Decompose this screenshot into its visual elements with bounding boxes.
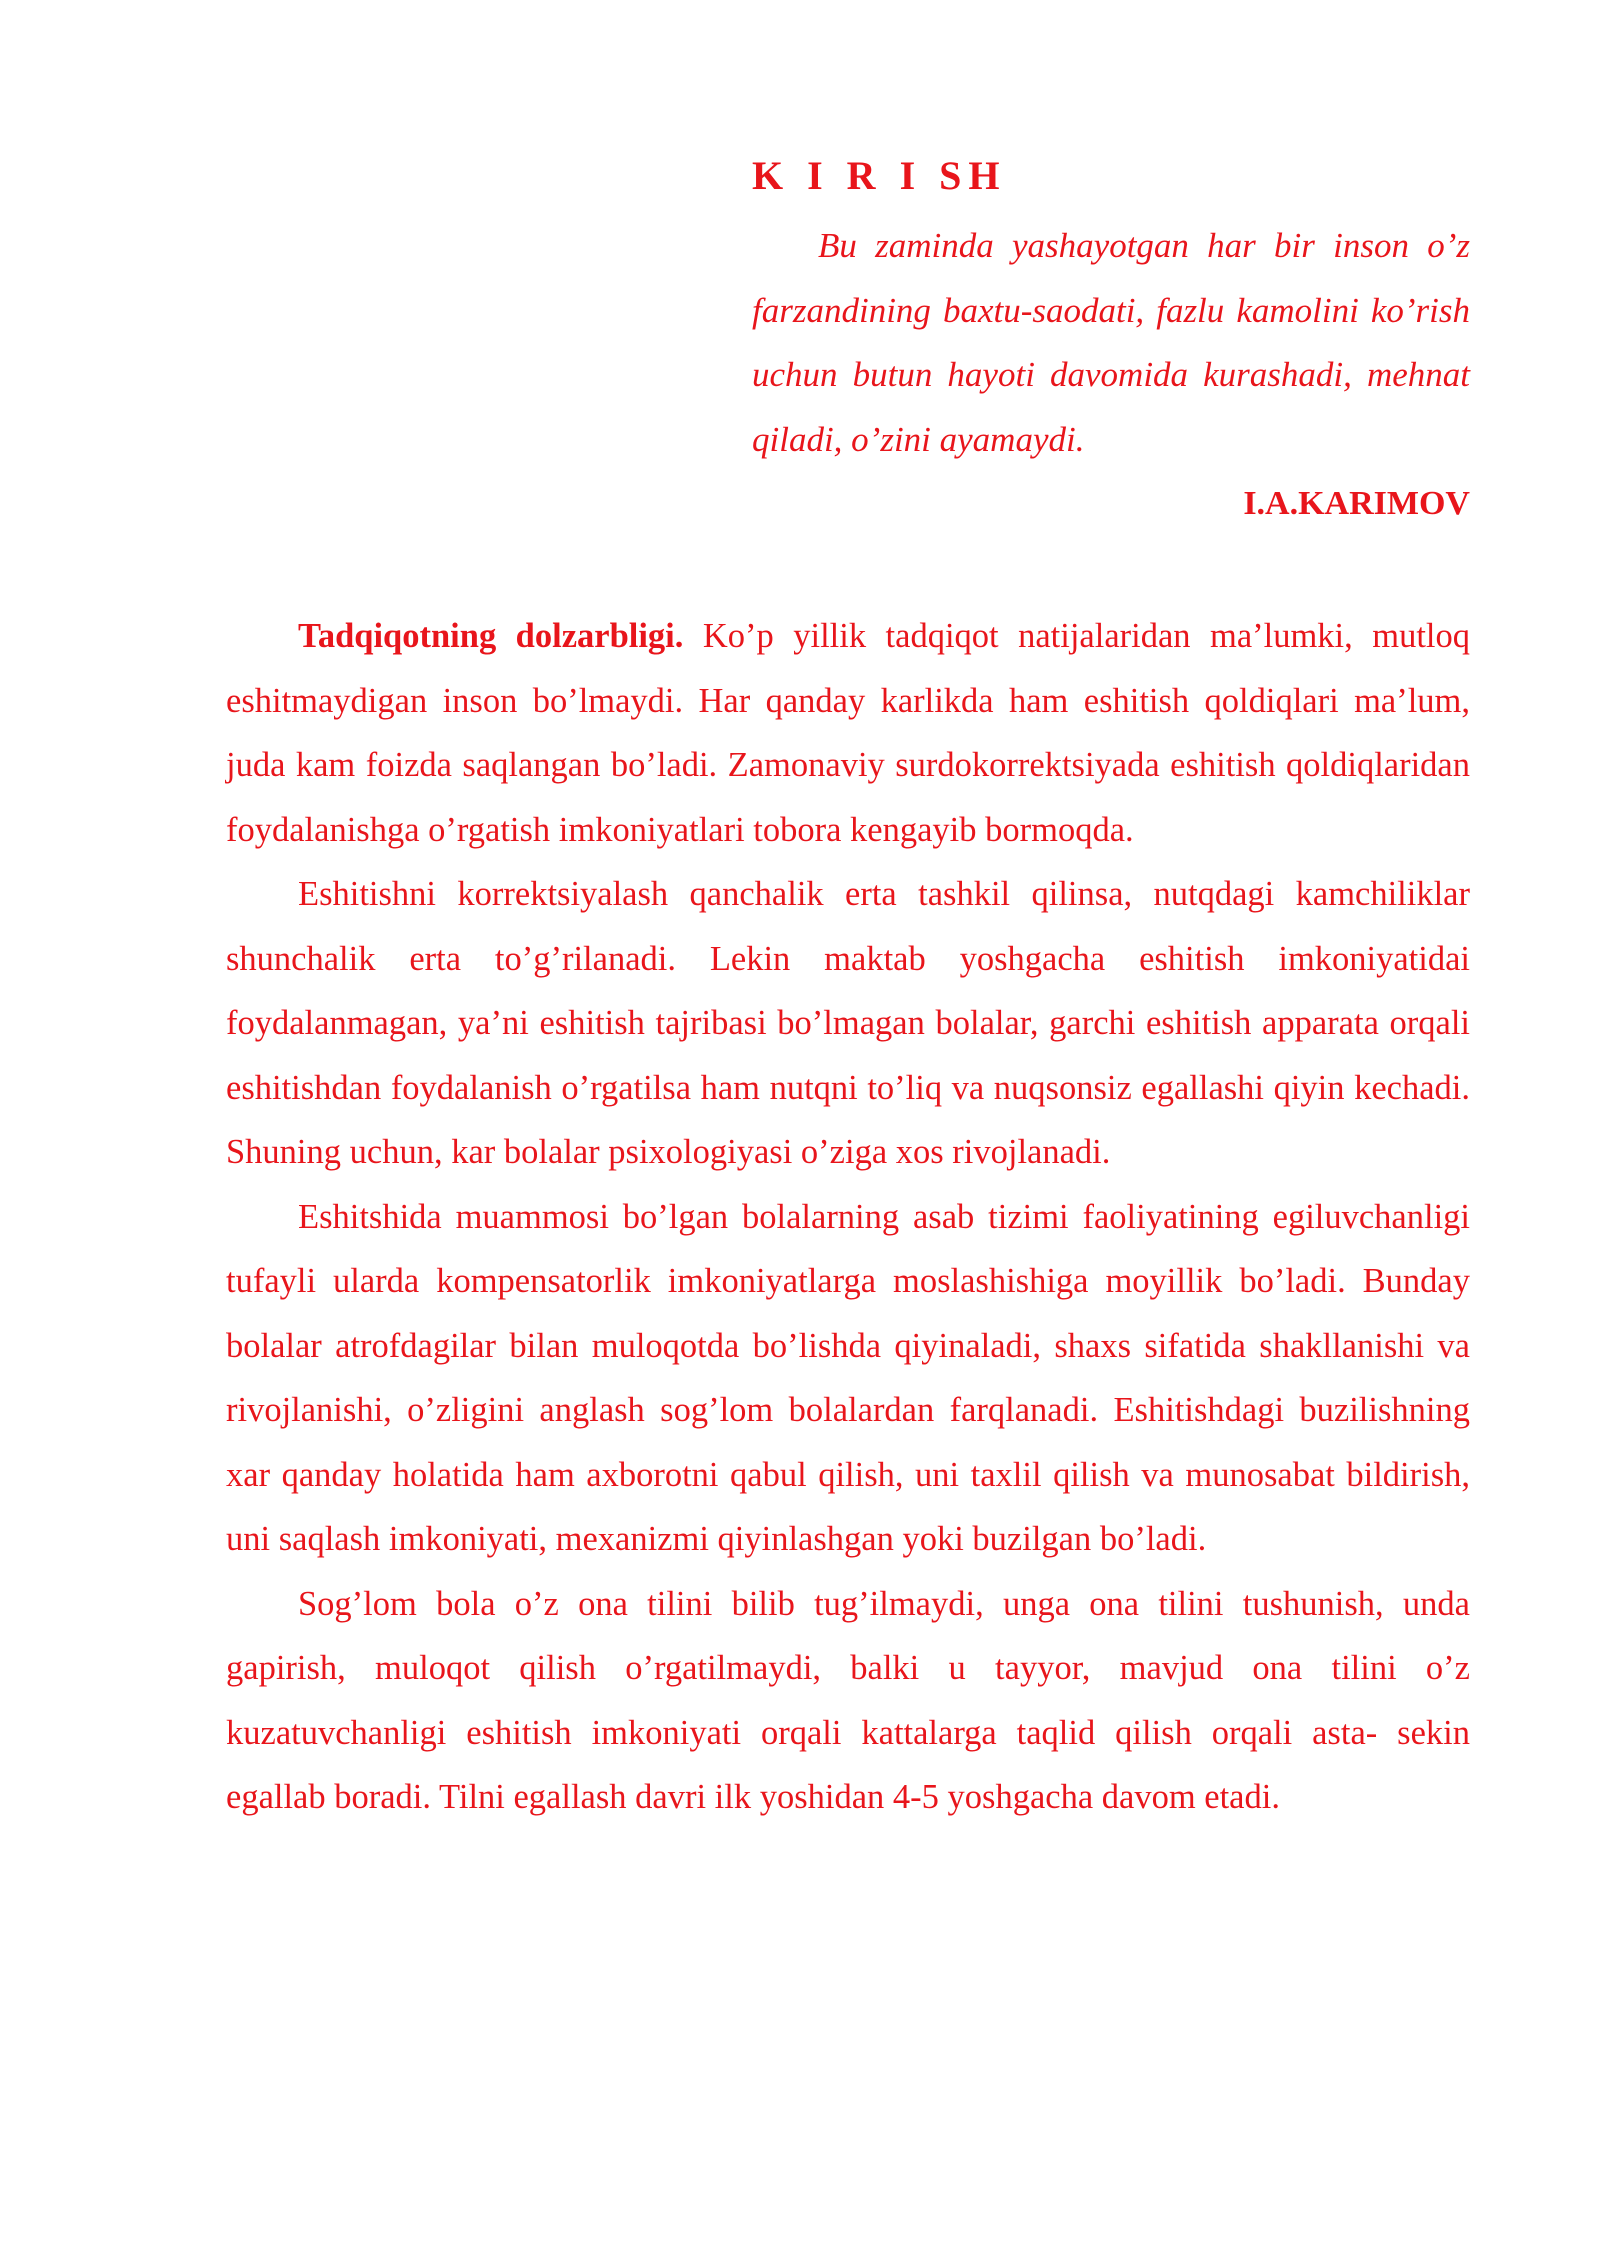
paragraph-2: Eshitishni korrektsiyalash qanchalik erta tashkil qilinsa, nutqdagi kamchiliklar shunchalik erta to’g’rilanadi. Lekin maktab yoshgacha eshitish imkoniyatidai foydalanmagan, ya’ni eshitish tajribasi bo’lmagan bolalar, garchi eshitish apparata orqali eshitishdan foydalanish o’rgatilsa ham nutqni to’liq va nuqsonsiz egallashi qiyin kechadi. Shuning uchun, kar bolalar psixologiyasi o’ziga xos rivojlanadi.	[226, 875, 1470, 1171]
paragraph-1-text: Ko’p yillik tadqiqot natijalaridan ma’lumki, mutloq eshitmaydigan inson bo’lmaydi. Har qanday karlikda ham eshitish qoldiqlari ma’lum, juda kam foizda saqlangan bo’ladi. Zamonaviy surdokorrektsiyada eshitish qoldiqlaridan foydalanishga o’rgatish imkoniyatlari tobora kengayib bormoqda.	[226, 617, 1470, 849]
epigraph-quote: Bu zaminda yashayotgan har bir inson o’z farzandining baxtu-saodati, fazlu kamolini ko’rish uchun butun hayoti davomida kurashadi, mehnat qiladi, o’zini ayamaydi.	[752, 226, 1470, 459]
paragraph-3: Eshitshida muammosi bo’lgan bolalarning asab tizimi faoliyatining egiluvchanligi tufayli ularda kompensatorlik imkoniyatlarga moslashishiga moyillik bo’ladi. Bunday bolalar atrofdagilar bilan muloqotda bo’lishda qiyinaladi, shaxs sifatida shakllanishi va rivojlanishi, o’zligini anglash sog’lom bolalardan farqlanadi. Eshitishdagi buzilishning xar qanday holatida ham axborotni qabul qilish, uni taxlil qilish va munosabat bildirish, uni saqlash imkoniyati, mexanizmi qiyinlashgan yoki buzilgan bo’ladi.	[226, 1197, 1470, 1558]
epigraph-author: I.A.KARIMOV	[1243, 485, 1470, 522]
paragraph-1-lead: Tadqiqotning dolzarbligi.	[298, 617, 684, 655]
paragraph-4: Sog’lom bola o’z ona tilini bilib tug’ilmaydi, unga ona tilini tushunish, unda gapirish, muloqot qilish o’rgatilmaydi, balki u tayyor, mavjud ona tilini o’z kuzatuvchanligi eshitish imkoniyati orqali kattalarga taqlid qilish orqali asta- sekin egallab boradi. Tilni egallash davri ilk yoshidan 4-5 yoshgacha davom etadi.	[226, 1584, 1470, 1816]
body-text	[226, 604, 1470, 1830]
paragraph-1	[226, 604, 1470, 862]
section-heading: K I R I SH	[752, 153, 1007, 198]
